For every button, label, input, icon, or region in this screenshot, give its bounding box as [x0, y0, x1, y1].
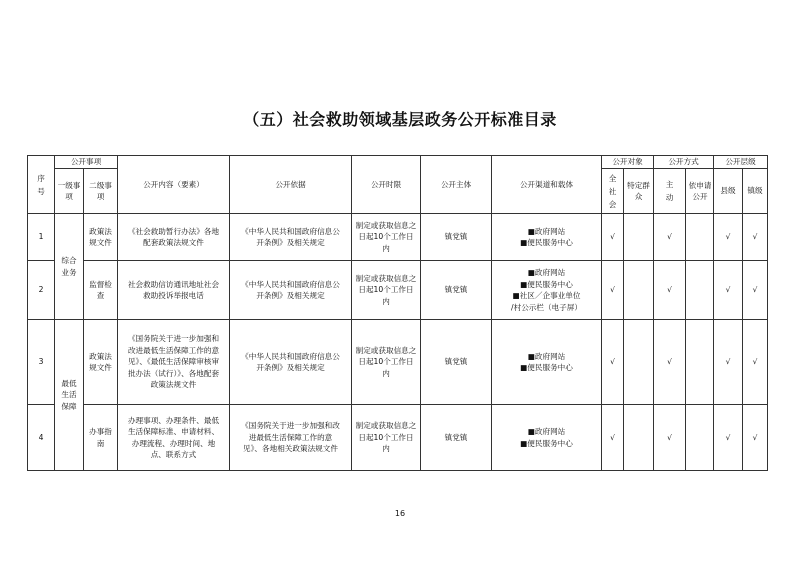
- row-channels: [492, 405, 602, 471]
- header-method: 公开方式: [654, 156, 714, 169]
- row-channels: [492, 320, 602, 405]
- row-channels: [492, 214, 602, 261]
- row-subject: 镇党镇: [421, 261, 492, 320]
- check-county: √: [714, 261, 743, 320]
- row-channels: [492, 261, 602, 320]
- header-method-apply: 依申请公开: [686, 169, 714, 214]
- header-level-county: 县级: [714, 169, 743, 214]
- row-basis: 《国务院关于进一步加强和改进最低生活保障工作的意见》、各地相关政策法规文件: [230, 405, 352, 471]
- check-specific: [624, 320, 654, 405]
- header-level2: 二级事项: [84, 169, 118, 214]
- row-content: 社会救助信访通讯地址社会救助投诉举报电话: [118, 261, 230, 320]
- row-level1: 最低生活保障: [55, 320, 84, 471]
- header-channel: 公开渠道和载体: [492, 156, 602, 214]
- row-basis: 《中华人民共和国政府信息公开条例》及相关规定: [230, 214, 352, 261]
- header-level-town: 镇级: [743, 169, 768, 214]
- row-basis: 《中华人民共和国政府信息公开条例》及相关规定: [230, 261, 352, 320]
- channel-item: ■社区／企事业单位: [512, 291, 581, 300]
- table-row: [28, 320, 768, 405]
- check-specific: [624, 405, 654, 471]
- header-basis: 公开依据: [230, 156, 352, 214]
- row-subject: 镇党镇: [421, 320, 492, 405]
- check-specific: [624, 261, 654, 320]
- row-content: 《国务院关于进一步加强和改进最低生活保障工作的意见》、《最低生活保障审核审批办法（试行）》、各地配套政策法规文件: [118, 320, 230, 405]
- header-subject: 公开主体: [421, 156, 492, 214]
- header-time-limit: 公开时限: [352, 156, 421, 214]
- check-apply: [686, 405, 714, 471]
- row-level1: 综合业务: [55, 214, 84, 320]
- header-level: 公开层级: [714, 156, 768, 169]
- row-time-limit: 制定或获取信息之日起10个工作日内: [352, 214, 421, 261]
- row-subject: 镇党镇: [421, 214, 492, 261]
- header-items: 公开事项: [55, 156, 118, 169]
- check-all: √: [602, 405, 624, 471]
- row-level2: 办事指南: [84, 405, 118, 471]
- check-county: √: [714, 405, 743, 471]
- check-active: √: [654, 405, 686, 471]
- table-row: [28, 405, 768, 471]
- check-county: √: [714, 320, 743, 405]
- table-row: [28, 261, 768, 320]
- document-title: （五）社会救助领域基层政务公开标准目录: [243, 110, 557, 129]
- table-row: [28, 214, 768, 261]
- channel-item: ■便民服务中心: [520, 438, 573, 448]
- check-active: √: [654, 320, 686, 405]
- row-basis: 《中华人民共和国政府信息公开条例》及相关规定: [230, 320, 352, 405]
- standard-catalog-table: [27, 155, 768, 471]
- check-apply: [686, 320, 714, 405]
- header-content: 公开内容（要素）: [118, 156, 230, 214]
- row-level2: 监督检查: [84, 261, 118, 320]
- row-content: 《社会救助暂行办法》各地配套政策法规文件: [118, 214, 230, 261]
- check-all: √: [602, 261, 624, 320]
- header-audience: 公开对象: [602, 156, 654, 169]
- header-level1: 一级事项: [55, 169, 84, 214]
- channel-item: ■便民服务中心: [520, 363, 573, 372]
- check-specific: [624, 214, 654, 261]
- check-all: √: [602, 214, 624, 261]
- row-number: 2: [28, 261, 55, 320]
- header-audience-specific: 特定群众: [624, 169, 654, 214]
- header-method-active: 主动: [654, 169, 686, 214]
- channel-item: ■便民服务中心: [520, 279, 573, 289]
- row-subject: 镇党镇: [421, 405, 492, 471]
- check-town: √: [743, 261, 768, 320]
- channel-item: ■政府网站: [527, 427, 566, 436]
- row-number: 3: [28, 320, 55, 405]
- channel-item: ■便民服务中心: [520, 238, 573, 247]
- page-number: 16: [394, 509, 406, 518]
- row-level2: 政策法规文件: [84, 214, 118, 261]
- check-county: √: [714, 214, 743, 261]
- row-number: 1: [28, 214, 55, 261]
- check-town: √: [743, 214, 768, 261]
- channel-item: ■政府网站: [527, 226, 566, 236]
- channel-item: ■政府网站: [527, 351, 566, 361]
- row-level2: 政策法规文件: [84, 320, 118, 405]
- check-town: √: [743, 320, 768, 405]
- check-all: √: [602, 320, 624, 405]
- check-apply: [686, 214, 714, 261]
- row-time-limit: 制定或获取信息之日起10个工作日内: [352, 261, 421, 320]
- row-time-limit: 制定或获取信息之日起10个工作日内: [352, 405, 421, 471]
- check-active: √: [654, 261, 686, 320]
- header-audience-all: 全社会: [602, 169, 624, 214]
- header-seq: 序号: [28, 156, 55, 214]
- row-content: 办理事项、办理条件、最低生活保障标准、申请材料、办理流程、办理时间、地点、联系方式: [118, 405, 230, 471]
- check-active: √: [654, 214, 686, 261]
- check-apply: [686, 261, 714, 320]
- row-number: 4: [28, 405, 55, 471]
- row-time-limit: 制定或获取信息之日起10个工作日内: [352, 320, 421, 405]
- channel-item: /村公示栏（电子屏）: [511, 302, 582, 312]
- channel-item: ■政府网站: [527, 268, 566, 277]
- check-town: √: [743, 405, 768, 471]
